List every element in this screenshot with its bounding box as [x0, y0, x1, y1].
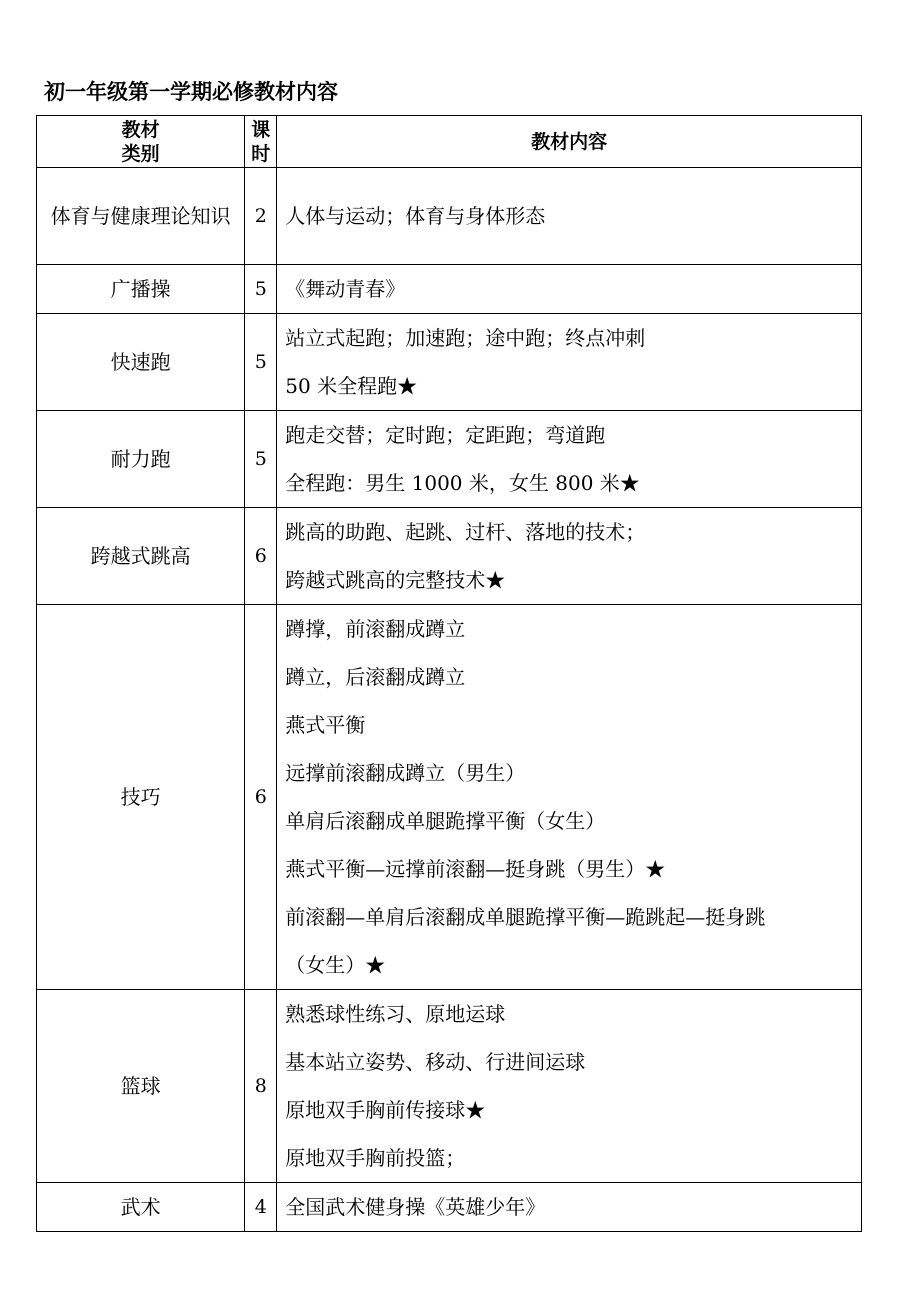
table-row	[37, 411, 862, 508]
content-line: 跑走交替；定时跑；定距跑；弯道跑	[285, 423, 606, 447]
content-line: 蹲撑，前滚翻成蹲立	[285, 617, 466, 641]
row-hours: 6	[245, 508, 277, 605]
content-line: 远撑前滚翻成蹲立（男生）	[285, 761, 526, 785]
content-line: 原地双手胸前投篮；	[285, 1146, 466, 1170]
table-row	[37, 1183, 862, 1232]
document-title: 初一年级第一学期必修教材内容	[44, 80, 338, 104]
row-hours: 8	[245, 990, 277, 1183]
content-line: 全国武术健身操《英雄少年》	[285, 1195, 546, 1219]
row-category: 体育与健康理论知识	[37, 168, 245, 265]
header-hours-line2: 时	[251, 142, 271, 165]
row-hours: 5	[245, 314, 277, 411]
row-hours: 5	[245, 411, 277, 508]
content-line: 跳高的助跑、起跳、过杆、落地的技术；	[285, 520, 646, 544]
curriculum-table	[36, 115, 862, 1232]
table-row	[37, 508, 862, 605]
row-hours: 6	[245, 605, 277, 990]
row-content	[277, 1183, 862, 1232]
content-line: （女生）★	[285, 953, 386, 977]
content-line: 单肩后滚翻成单腿跪撑平衡（女生）	[285, 809, 606, 833]
table-row	[37, 265, 862, 314]
row-category: 武术	[37, 1183, 245, 1232]
table-row	[37, 605, 862, 990]
header-hours-line1: 课	[251, 118, 271, 141]
row-content	[277, 314, 862, 411]
header-category-line2: 类别	[121, 142, 160, 165]
header-hours	[245, 116, 277, 168]
content-line: 站立式起跑；加速跑；途中跑；终点冲刺	[285, 326, 646, 350]
row-hours: 5	[245, 265, 277, 314]
row-category: 广播操	[37, 265, 245, 314]
row-category: 跨越式跳高	[37, 508, 245, 605]
content-line: 前滚翻—单肩后滚翻成单腿跪撑平衡—跪跳起—挺身跳	[285, 905, 766, 929]
table-row	[37, 990, 862, 1183]
content-line: 50 米全程跑★	[285, 374, 418, 398]
row-content	[277, 168, 862, 265]
header-content: 教材内容	[277, 116, 862, 168]
content-line: 《舞动青春》	[285, 277, 406, 301]
row-content	[277, 990, 862, 1183]
row-category: 技巧	[37, 605, 245, 990]
header-category	[37, 116, 245, 168]
table-row	[37, 314, 862, 411]
row-content	[277, 265, 862, 314]
content-line: 燕式平衡	[285, 713, 366, 737]
row-content	[277, 508, 862, 605]
row-content	[277, 411, 862, 508]
content-line: 熟悉球性练习、原地运球	[285, 1002, 506, 1026]
content-line: 燕式平衡—远撑前滚翻—挺身跳（男生）★	[285, 857, 666, 881]
row-category: 快速跑	[37, 314, 245, 411]
table-row	[37, 168, 862, 265]
content-line: 蹲立，后滚翻成蹲立	[285, 665, 466, 689]
row-content	[277, 605, 862, 990]
header-category-line1: 教材	[121, 118, 160, 141]
content-line: 人体与运动；体育与身体形态	[285, 204, 546, 228]
content-line: 原地双手胸前传接球★	[285, 1098, 486, 1122]
content-line: 全程跑：男生 1000 米，女生 800 米★	[285, 471, 640, 495]
row-hours: 4	[245, 1183, 277, 1232]
row-hours: 2	[245, 168, 277, 265]
table-header-row	[37, 116, 862, 168]
row-category: 篮球	[37, 990, 245, 1183]
content-line: 基本站立姿势、移动、行进间运球	[285, 1050, 586, 1074]
content-line: 跨越式跳高的完整技术★	[285, 568, 506, 592]
table-body	[37, 168, 862, 1232]
row-category: 耐力跑	[37, 411, 245, 508]
